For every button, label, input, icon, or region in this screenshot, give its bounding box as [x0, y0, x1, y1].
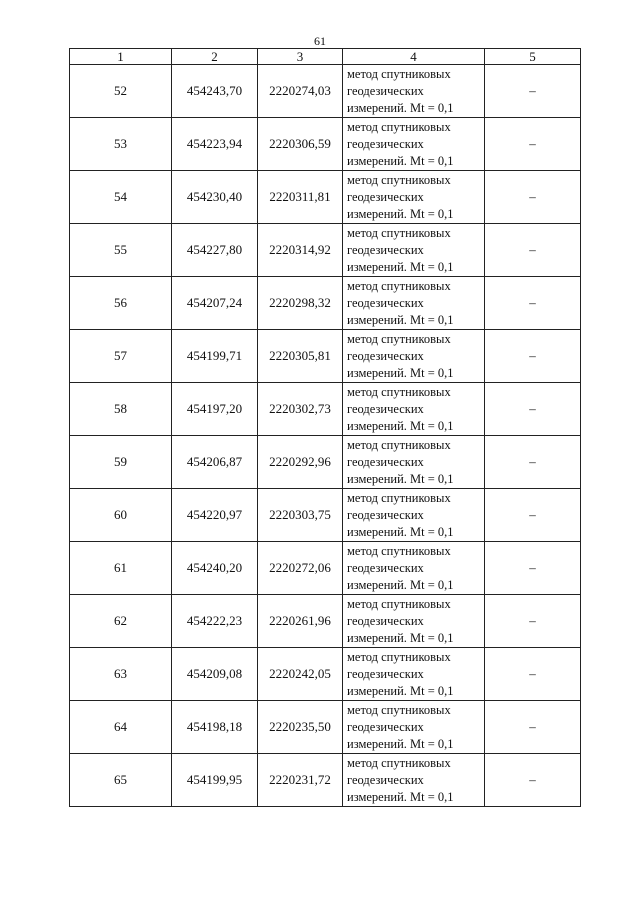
point-number-cell: 57 [70, 330, 172, 383]
note-cell: – [485, 171, 581, 224]
point-number-cell: 64 [70, 701, 172, 754]
note-cell: – [485, 330, 581, 383]
method-line: геодезических [347, 295, 424, 310]
method-line: метод спутниковых [347, 384, 451, 399]
note-cell: – [485, 65, 581, 118]
method-line: измерений. Mt = 0,1 [347, 153, 454, 168]
method-line: измерений. Mt = 0,1 [347, 259, 454, 274]
table-row [70, 383, 581, 436]
method-line: геодезических [347, 666, 424, 681]
note-cell: – [485, 542, 581, 595]
x-coordinate-cell: 454240,20 [172, 542, 258, 595]
method-line: геодезических [347, 719, 424, 734]
column-header-2: 2 [172, 49, 258, 65]
y-coordinate-cell: 2220231,72 [258, 754, 343, 807]
point-number-cell: 65 [70, 754, 172, 807]
x-coordinate-cell: 454199,95 [172, 754, 258, 807]
method-line: измерений. Mt = 0,1 [347, 630, 454, 645]
note-cell: – [485, 436, 581, 489]
y-coordinate-cell: 2220311,81 [258, 171, 343, 224]
method-line: измерений. Mt = 0,1 [347, 100, 454, 115]
point-number-cell: 58 [70, 383, 172, 436]
method-line: измерений. Mt = 0,1 [347, 418, 454, 433]
page-number: 61 [314, 34, 326, 48]
x-coordinate-cell: 454227,80 [172, 224, 258, 277]
table-row [70, 171, 581, 224]
method-cell [343, 171, 485, 224]
method-cell [343, 595, 485, 648]
point-number-cell: 56 [70, 277, 172, 330]
method-cell [343, 489, 485, 542]
table-header-row [70, 49, 581, 65]
method-line: геодезических [347, 772, 424, 787]
point-number-cell: 63 [70, 648, 172, 701]
method-line: метод спутниковых [347, 702, 451, 717]
point-number-cell: 53 [70, 118, 172, 171]
method-cell [343, 383, 485, 436]
column-header-1: 1 [70, 49, 172, 65]
y-coordinate-cell: 2220292,96 [258, 436, 343, 489]
method-line: геодезических [347, 560, 424, 575]
x-coordinate-cell: 454199,71 [172, 330, 258, 383]
method-line: измерений. Mt = 0,1 [347, 736, 454, 751]
x-coordinate-cell: 454197,20 [172, 383, 258, 436]
method-line: геодезических [347, 189, 424, 204]
method-line: метод спутниковых [347, 543, 451, 558]
method-line: измерений. Mt = 0,1 [347, 789, 454, 804]
y-coordinate-cell: 2220235,50 [258, 701, 343, 754]
method-line: геодезических [347, 242, 424, 257]
method-cell [343, 701, 485, 754]
method-cell [343, 330, 485, 383]
method-line: метод спутниковых [347, 490, 451, 505]
method-line: метод спутниковых [347, 596, 451, 611]
method-cell [343, 648, 485, 701]
x-coordinate-cell: 454230,40 [172, 171, 258, 224]
table-row [70, 330, 581, 383]
x-coordinate-cell: 454209,08 [172, 648, 258, 701]
note-cell: – [485, 754, 581, 807]
note-cell: – [485, 383, 581, 436]
method-cell [343, 542, 485, 595]
method-cell [343, 754, 485, 807]
column-header-4: 4 [343, 49, 485, 65]
method-line: метод спутниковых [347, 66, 451, 81]
method-line: геодезических [347, 136, 424, 151]
note-cell: – [485, 118, 581, 171]
method-line: метод спутниковых [347, 172, 451, 187]
method-line: метод спутниковых [347, 278, 451, 293]
method-line: метод спутниковых [347, 437, 451, 452]
x-coordinate-cell: 454220,97 [172, 489, 258, 542]
x-coordinate-cell: 454243,70 [172, 65, 258, 118]
point-number-cell: 59 [70, 436, 172, 489]
method-line: геодезических [347, 348, 424, 363]
y-coordinate-cell: 2220302,73 [258, 383, 343, 436]
point-number-cell: 61 [70, 542, 172, 595]
table-row [70, 436, 581, 489]
y-coordinate-cell: 2220272,06 [258, 542, 343, 595]
table-row [70, 754, 581, 807]
method-line: метод спутниковых [347, 755, 451, 770]
method-line: измерений. Mt = 0,1 [347, 524, 454, 539]
note-cell: – [485, 277, 581, 330]
method-line: метод спутниковых [347, 225, 451, 240]
note-cell: – [485, 595, 581, 648]
method-line: геодезических [347, 83, 424, 98]
note-cell: – [485, 701, 581, 754]
x-coordinate-cell: 454207,24 [172, 277, 258, 330]
method-cell [343, 224, 485, 277]
point-number-cell: 54 [70, 171, 172, 224]
coordinates-table [69, 48, 581, 807]
method-line: геодезических [347, 454, 424, 469]
y-coordinate-cell: 2220306,59 [258, 118, 343, 171]
table-row [70, 701, 581, 754]
table-row [70, 489, 581, 542]
method-line: геодезических [347, 613, 424, 628]
column-header-3: 3 [258, 49, 343, 65]
y-coordinate-cell: 2220274,03 [258, 65, 343, 118]
table-row [70, 224, 581, 277]
method-line: измерений. Mt = 0,1 [347, 206, 454, 221]
x-coordinate-cell: 454198,18 [172, 701, 258, 754]
method-line: метод спутниковых [347, 331, 451, 346]
x-coordinate-cell: 454222,23 [172, 595, 258, 648]
note-cell: – [485, 489, 581, 542]
method-line: измерений. Mt = 0,1 [347, 577, 454, 592]
point-number-cell: 60 [70, 489, 172, 542]
method-line: измерений. Mt = 0,1 [347, 683, 454, 698]
method-cell [343, 277, 485, 330]
method-line: измерений. Mt = 0,1 [347, 365, 454, 380]
method-line: геодезических [347, 401, 424, 416]
point-number-cell: 62 [70, 595, 172, 648]
y-coordinate-cell: 2220314,92 [258, 224, 343, 277]
x-coordinate-cell: 454206,87 [172, 436, 258, 489]
table-row [70, 542, 581, 595]
table-row [70, 65, 581, 118]
x-coordinate-cell: 454223,94 [172, 118, 258, 171]
y-coordinate-cell: 2220298,32 [258, 277, 343, 330]
table-row [70, 595, 581, 648]
method-line: геодезических [347, 507, 424, 522]
method-cell [343, 436, 485, 489]
note-cell: – [485, 648, 581, 701]
method-line: измерений. Mt = 0,1 [347, 471, 454, 486]
table-row [70, 277, 581, 330]
method-line: метод спутниковых [347, 119, 451, 134]
y-coordinate-cell: 2220305,81 [258, 330, 343, 383]
y-coordinate-cell: 2220303,75 [258, 489, 343, 542]
table-body [70, 65, 581, 807]
y-coordinate-cell: 2220242,05 [258, 648, 343, 701]
point-number-cell: 55 [70, 224, 172, 277]
note-cell: – [485, 224, 581, 277]
method-line: метод спутниковых [347, 649, 451, 664]
method-line: измерений. Mt = 0,1 [347, 312, 454, 327]
table-row [70, 648, 581, 701]
method-cell [343, 65, 485, 118]
column-header-5: 5 [485, 49, 581, 65]
method-cell [343, 118, 485, 171]
y-coordinate-cell: 2220261,96 [258, 595, 343, 648]
point-number-cell: 52 [70, 65, 172, 118]
table-row [70, 118, 581, 171]
